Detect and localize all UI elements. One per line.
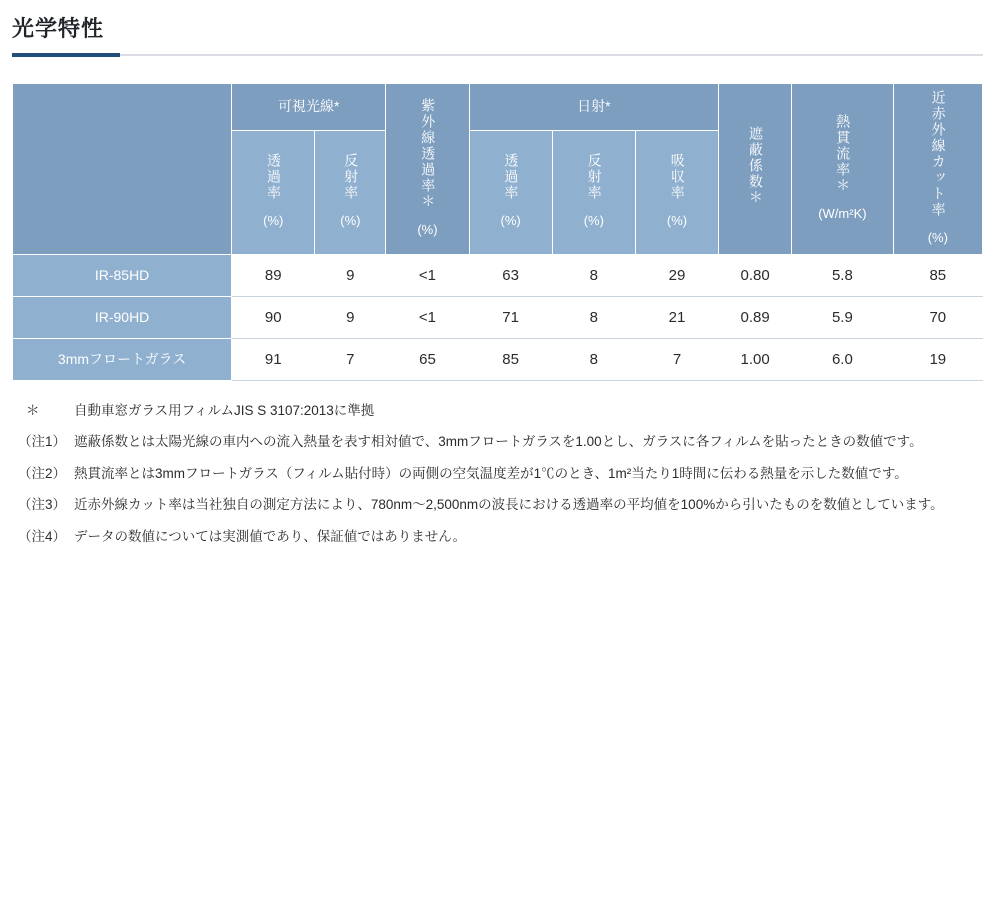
header-solar: 日射* [469,84,719,131]
cell-heat-transmission: 6.0 [792,338,893,380]
header-nir-label: 近赤外線カット率 [930,90,947,218]
row-label: 3mmフロートガラス [13,338,232,380]
cell-solar-absorptance: 7 [635,338,718,380]
table-row [13,338,983,380]
header-vl-transmittance-unit: (%) [263,213,284,229]
cell-uv-transmittance: 65 [386,338,469,380]
cell-vl-reflectance: 7 [315,338,386,380]
cell-vl-transmittance: 90 [232,296,315,338]
note-item [12,399,983,423]
cell-solar-transmittance: 71 [469,296,552,338]
note-marker: （注2） [18,465,67,481]
cell-uv-transmittance: <1 [386,254,469,296]
cell-solar-absorptance: 21 [635,296,718,338]
cell-solar-reflectance: 8 [552,296,635,338]
header-corner-blank [13,84,232,255]
header-nir-unit: (%) [927,230,948,245]
optical-table-body [13,254,983,380]
header-heat-label: 熱貫流率＊ [835,114,852,194]
note-text: 遮蔽係数とは太陽光線の車内への流入熱量を表す相対値で、3mmフロートガラスを1.00とし、ガラスに各フィルムを貼ったときの数値です。 [74,434,923,450]
cell-nir-cut: 85 [893,254,982,296]
notes-list [12,399,983,549]
note-item [12,493,983,517]
cell-solar-absorptance: 29 [635,254,718,296]
header-solar-absorptance [635,130,718,254]
header-shading-coefficient [719,84,792,255]
cell-solar-transmittance: 85 [469,338,552,380]
cell-shading-coefficient: 0.89 [719,296,792,338]
header-row-groups [13,84,983,131]
header-vl-reflectance-unit: (%) [340,213,361,229]
note-item [12,462,983,486]
note-text: 自動車窓ガラス用フィルムJIS S 3107:2013に準拠 [74,402,375,418]
cell-shading-coefficient: 0.80 [719,254,792,296]
cell-solar-reflectance: 8 [552,338,635,380]
header-solar-transmittance [469,130,552,254]
header-solar-absorptance-unit: (%) [666,213,688,229]
table-row [13,254,983,296]
cell-heat-transmission: 5.9 [792,296,893,338]
cell-solar-reflectance: 8 [552,254,635,296]
cell-nir-cut: 19 [893,338,982,380]
header-vl-reflectance [315,130,386,254]
note-marker: （注1） [18,434,67,450]
header-visible-light: 可視光線* [232,84,386,131]
page-title: 光学特性 [12,16,105,41]
header-uv [386,84,469,255]
title-divider [12,53,983,57]
row-label: IR-90HD [13,296,232,338]
note-text: 近赤外線カット率は当社独自の測定方法により、780nm〜2,500nmの波長における透過率の平均値を100%から引いたものを数値としています。 [74,497,944,513]
optical-table-wrapper [12,83,983,381]
cell-vl-transmittance: 91 [232,338,315,380]
cell-uv-transmittance: <1 [386,296,469,338]
header-solar-reflectance-label: 反射率 [586,153,603,202]
title-block [0,0,995,53]
header-heat-unit: (W/m²K) [818,206,867,221]
header-solar-reflectance-unit: (%) [583,213,604,229]
header-solar-absorptance-label: 吸収率 [669,153,686,202]
header-vl-reflectance-label: 反射率 [343,153,360,202]
header-solar-transmittance-unit: (%) [500,213,521,229]
header-vl-transmittance [232,130,315,254]
note-item [12,525,983,549]
header-solar-transmittance-label: 透過率 [503,153,520,202]
divider-accent [12,53,120,57]
cell-nir-cut: 70 [893,296,982,338]
header-heat-transmission [792,84,893,255]
cell-vl-transmittance: 89 [232,254,315,296]
note-marker: （注3） [18,497,67,513]
cell-vl-reflectance: 9 [315,254,386,296]
note-marker: ＊ [26,402,40,418]
table-row [13,296,983,338]
note-text: データの数値については実測値であり、保証値ではありません。 [74,529,467,544]
note-item [12,430,983,454]
optical-properties-table [12,83,983,381]
header-shading-label: 遮蔽係数＊ [747,125,764,206]
header-solar-reflectance [552,130,635,254]
header-uv-unit: (%) [417,222,438,237]
divider-line [12,54,983,56]
note-marker: （注4） [18,529,67,544]
note-text: 熱貫流率とは3mmフロートガラス（フィルム貼付時）の両側の空気温度差が1℃のとき、1m²当たり1時間に伝わる熱量を示した数値です。 [74,465,908,481]
header-nir-cut [893,84,982,255]
header-vl-transmittance-label: 透過率 [265,153,282,202]
cell-solar-transmittance: 63 [469,254,552,296]
header-uv-label: 紫外線透過率＊ [420,98,437,210]
cell-heat-transmission: 5.8 [792,254,893,296]
cell-shading-coefficient: 1.00 [719,338,792,380]
cell-vl-reflectance: 9 [315,296,386,338]
row-label: IR-85HD [13,254,232,296]
